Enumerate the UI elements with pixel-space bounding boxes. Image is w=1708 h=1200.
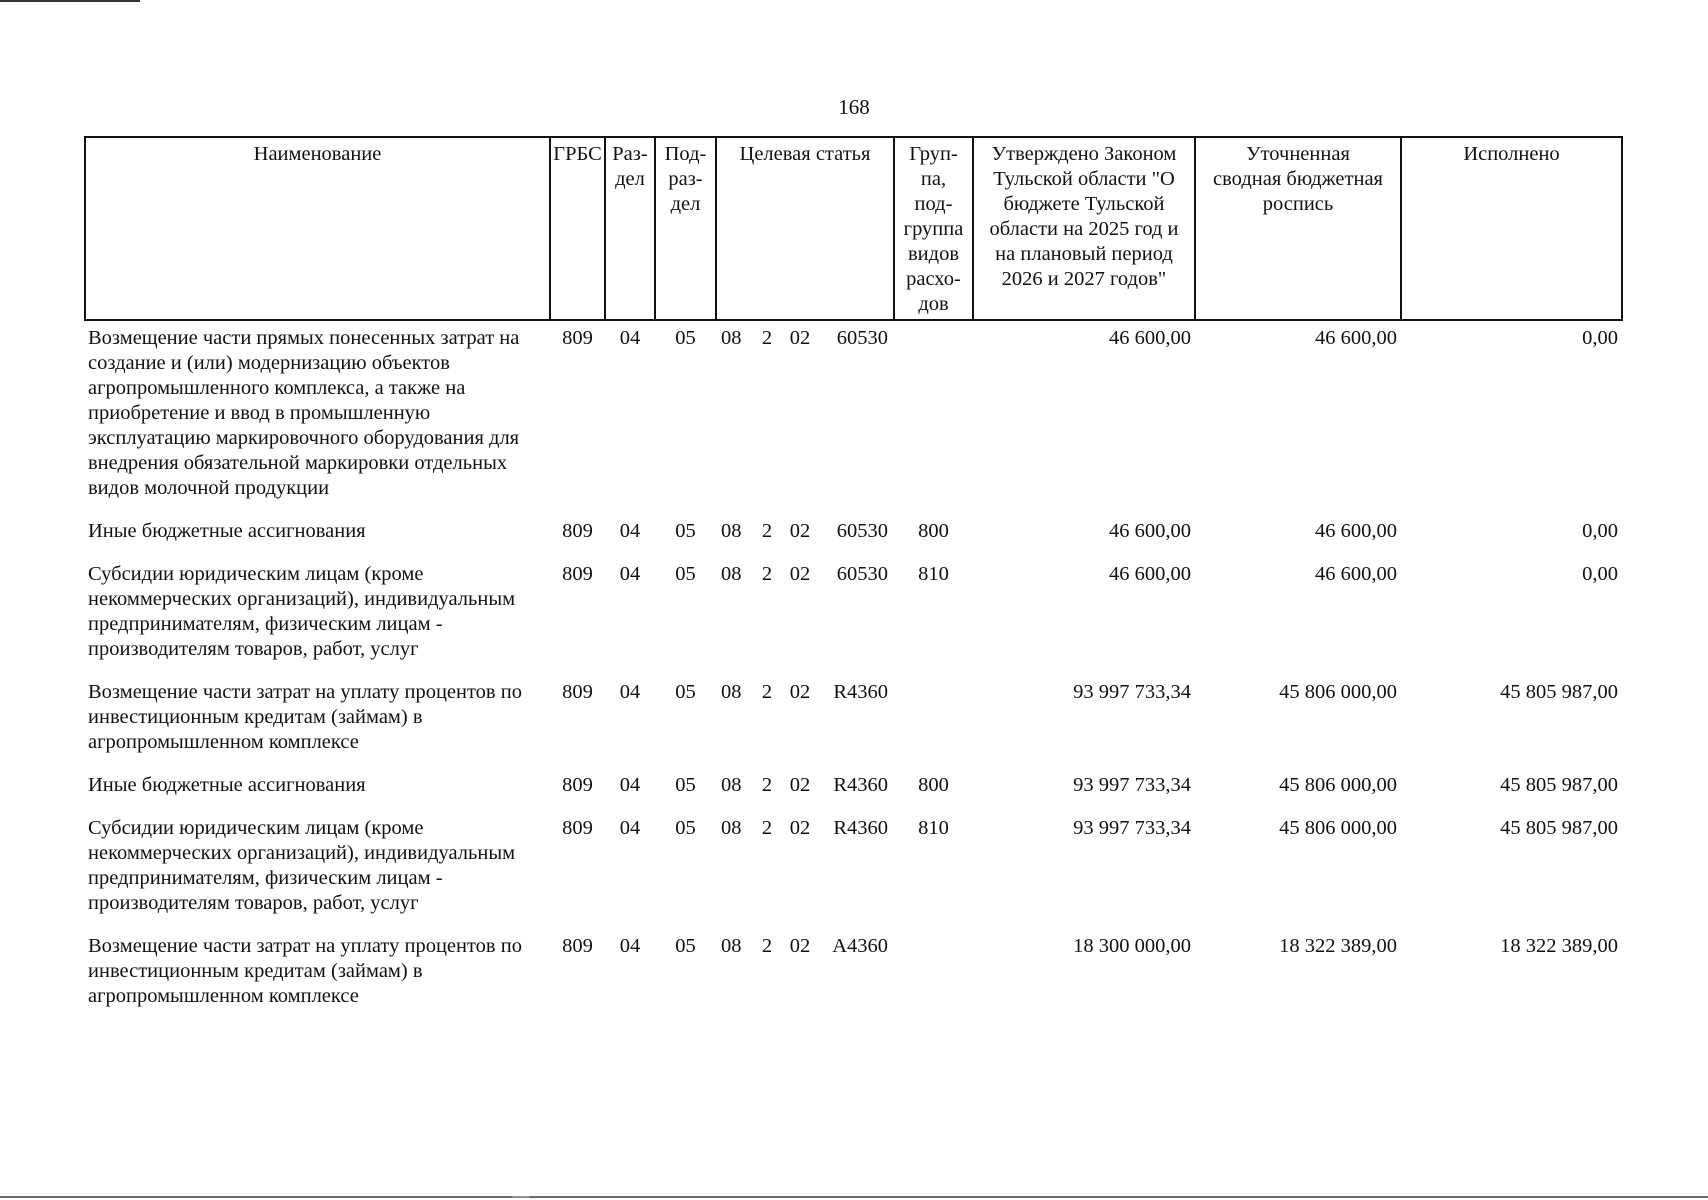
target-type: 2 <box>761 774 773 796</box>
row-name: Иные бюджетные ассигнования <box>88 774 366 796</box>
row-executed: 0,00 <box>1582 327 1618 349</box>
header-row <box>85 137 1622 320</box>
row-executed: 0,00 <box>1582 520 1618 542</box>
row-group: 810 <box>918 817 949 839</box>
row-target <box>716 676 894 769</box>
header-group <box>894 137 973 320</box>
row-name: Иные бюджетные ассигнования <box>88 520 366 542</box>
target-subprogram: 02 <box>789 327 811 349</box>
header-refined-label: Уточненная сводная бюджетная роспись <box>1213 143 1383 215</box>
row-section: 04 <box>619 327 641 349</box>
header-group-label: Груп- па, под- группа видов расхо- дов <box>903 143 964 315</box>
target-subprogram: 02 <box>789 774 811 796</box>
row-approved: 18 300 000,00 <box>1073 935 1191 957</box>
row-section: 04 <box>619 774 641 796</box>
scan-edge-mark-bottom <box>0 1196 1708 1198</box>
target-type: 2 <box>761 520 773 542</box>
target-program: 08 <box>721 774 742 796</box>
row-section: 04 <box>619 817 641 839</box>
table-row <box>85 930 1622 1023</box>
target-subprogram: 02 <box>789 520 811 542</box>
row-refined: 45 806 000,00 <box>1279 817 1397 839</box>
row-approved: 93 997 733,34 <box>1073 774 1191 796</box>
row-executed: 45 805 987,00 <box>1500 774 1618 796</box>
row-approved: 93 997 733,34 <box>1073 817 1191 839</box>
row-section: 04 <box>619 681 641 703</box>
row-grbs: 809 <box>562 520 593 542</box>
target-program: 08 <box>721 681 742 703</box>
target-direction: А4360 <box>832 935 888 957</box>
row-subsection: 05 <box>675 520 696 542</box>
row-refined: 45 806 000,00 <box>1279 681 1397 703</box>
row-group: 800 <box>918 774 949 796</box>
row-executed: 45 805 987,00 <box>1500 817 1618 839</box>
table-row <box>85 676 1622 769</box>
target-program: 08 <box>721 520 742 542</box>
row-subsection: 05 <box>675 774 696 796</box>
target-direction: 60530 <box>836 520 888 542</box>
row-section: 04 <box>619 520 641 542</box>
row-group: 800 <box>918 520 949 542</box>
target-subprogram: 02 <box>789 935 811 957</box>
target-direction: R4360 <box>833 681 888 703</box>
header-executed-label: Исполнено <box>1463 143 1560 165</box>
header-subsection-label: Под- раз- дел <box>664 143 707 215</box>
header-target-label: Целевая статья <box>739 143 871 165</box>
target-subprogram: 02 <box>789 563 811 585</box>
row-approved: 46 600,00 <box>1109 327 1191 349</box>
row-approved: 46 600,00 <box>1109 520 1191 542</box>
row-approved: 93 997 733,34 <box>1073 681 1191 703</box>
row-refined: 45 806 000,00 <box>1279 774 1397 796</box>
header-executed <box>1401 137 1622 320</box>
row-group <box>894 930 973 1023</box>
row-name: Субсидии юридическим лицам (кроме некоммерческих организаций), индивидуальным предпринимателям, физическим лицам - производителям товаров, работ, услуг <box>88 563 516 660</box>
target-direction: R4360 <box>833 817 888 839</box>
row-subsection: 05 <box>675 681 696 703</box>
table-row <box>85 320 1622 515</box>
row-name: Субсидии юридическим лицам (кроме некоммерческих организаций), индивидуальным предпринимателям, физическим лицам - производителям товаров, работ, услуг <box>88 817 516 914</box>
header-name-label: Наименование <box>253 143 382 165</box>
row-refined: 46 600,00 <box>1315 520 1397 542</box>
page-number: 168 <box>838 95 870 119</box>
row-refined: 46 600,00 <box>1315 563 1397 585</box>
table-row <box>85 812 1622 930</box>
table-row <box>85 769 1622 812</box>
row-group: 810 <box>918 563 949 585</box>
header-approved-label: Утверждено Законом Тульской области "О бюджете Тульской области на 2025 год и на плановый период 2026 и 2027 годов" <box>989 143 1179 290</box>
header-section <box>605 137 655 320</box>
row-section: 04 <box>619 563 641 585</box>
target-program: 08 <box>721 563 742 585</box>
target-type: 2 <box>761 935 773 957</box>
header-grbs-label: ГРБС <box>553 143 602 165</box>
row-refined: 18 322 389,00 <box>1279 935 1397 957</box>
target-direction: 60530 <box>836 563 888 585</box>
row-name: Возмещение части затрат на уплату процентов по инвестиционным кредитам (займам) в агропромышленном комплексе <box>88 681 522 753</box>
table-row <box>85 558 1622 676</box>
budget-execution-table <box>84 136 1623 1023</box>
row-executed: 0,00 <box>1582 563 1618 585</box>
target-program: 08 <box>721 817 742 839</box>
row-grbs: 809 <box>562 681 593 703</box>
row-target <box>716 515 894 558</box>
header-section-label: Раз- дел <box>612 143 648 190</box>
target-type: 2 <box>761 563 773 585</box>
row-target <box>716 320 894 515</box>
header-target <box>716 137 894 320</box>
target-subprogram: 02 <box>789 681 811 703</box>
target-program: 08 <box>721 327 742 349</box>
row-executed: 18 322 389,00 <box>1500 935 1618 957</box>
table-header <box>85 137 1622 320</box>
row-group <box>894 676 973 769</box>
row-target <box>716 930 894 1023</box>
row-grbs: 809 <box>562 935 593 957</box>
row-target <box>716 769 894 812</box>
target-direction: 60530 <box>836 327 888 349</box>
row-grbs: 809 <box>562 774 593 796</box>
target-direction: R4360 <box>833 774 888 796</box>
row-section: 04 <box>619 935 641 957</box>
header-grbs <box>550 137 605 320</box>
row-refined: 46 600,00 <box>1315 327 1397 349</box>
row-subsection: 05 <box>675 817 696 839</box>
row-subsection: 05 <box>675 327 696 349</box>
row-grbs: 809 <box>562 563 593 585</box>
target-type: 2 <box>761 681 773 703</box>
table-row <box>85 515 1622 558</box>
row-group <box>894 320 973 515</box>
row-target <box>716 812 894 930</box>
table-body <box>85 320 1622 1023</box>
scan-edge-mark-top <box>0 0 140 2</box>
row-target <box>716 558 894 676</box>
row-name: Возмещение части прямых понесенных затрат на создание и (или) модернизацию объектов агропромышленного комплекса, а также на приобретение и ввод в промышленную эксплуатацию маркировочного оборудования для внедрения обязательной маркировки отдельных видов молочной продукции <box>88 327 520 499</box>
row-grbs: 809 <box>562 327 593 349</box>
target-type: 2 <box>761 817 773 839</box>
header-approved <box>973 137 1195 320</box>
target-type: 2 <box>761 327 773 349</box>
row-executed: 45 805 987,00 <box>1500 681 1618 703</box>
row-name: Возмещение части затрат на уплату процентов по инвестиционным кредитам (займам) в агропромышленном комплексе <box>88 935 522 1007</box>
header-name <box>85 137 550 320</box>
header-refined <box>1195 137 1401 320</box>
row-approved: 46 600,00 <box>1109 563 1191 585</box>
target-program: 08 <box>721 935 742 957</box>
row-subsection: 05 <box>675 935 696 957</box>
row-subsection: 05 <box>675 563 696 585</box>
row-grbs: 809 <box>562 817 593 839</box>
header-subsection <box>655 137 716 320</box>
target-subprogram: 02 <box>789 817 811 839</box>
